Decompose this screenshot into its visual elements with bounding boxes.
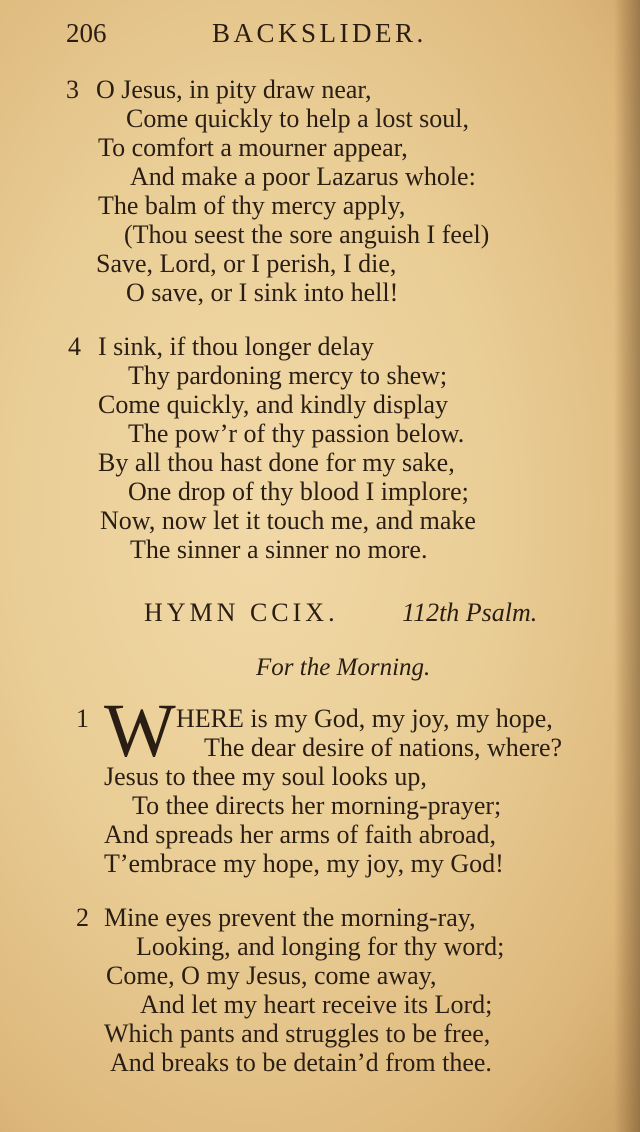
verse-line: Mine eyes prevent the morning-ray, [104,903,476,932]
verse-line: Now, now let it touch me, and make [100,506,476,535]
page-number: 206 [66,18,107,48]
hymn-title: HYMN CCIX. [144,598,339,627]
verse-line: The dear desire of nations, where? [204,733,563,762]
verse-line: The sinner a sinner no more. [130,535,428,564]
verse-line: O save, or I sink into hell! [126,278,399,307]
stanza-number: 4 [68,332,81,361]
verse-line: Looking, and longing for thy word; [136,932,505,961]
verse-line: Thy pardoning mercy to shew; [128,361,448,390]
verse-line: O Jesus, in pity draw near, [96,75,372,104]
verse-line: I sink, if thou longer delay [98,332,374,361]
verse-line: And make a poor Lazarus whole: [130,162,476,191]
verse-line: Which pants and struggles to be free, [104,1019,491,1048]
verse-line: Jesus to thee my soul looks up, [104,762,427,791]
stanza-number: 2 [76,903,89,932]
verse-line: Save, Lord, or I perish, I die, [96,249,397,278]
verse-line: To comfort a mourner appear, [98,133,408,162]
verse-line: Come quickly, and kindly display [98,390,448,419]
verse-line: The balm of thy mercy apply, [98,191,406,220]
verse-line: And spreads her arms of faith abroad, [104,820,497,849]
verse-line: The pow’r of thy passion below. [128,419,465,448]
hymn-meter: 112th Psalm. [402,598,538,627]
verse-line: And let my heart receive its Lord; [140,990,493,1019]
verse-line: Come, O my Jesus, come away, [106,961,437,990]
stanza-number: 1 [76,704,89,733]
stanza-number: 3 [66,75,79,104]
verse-line: And breaks to be detain’d from thee. [110,1048,492,1077]
hymn-occasion: For the Morning. [256,654,431,681]
verse-line: HERE is my God, my joy, my hope, [176,704,553,733]
page-header [0,12,620,56]
verse-line: By all thou hast done for my sake, [98,448,455,477]
verse-line: Come quickly to help a lost soul, [126,104,470,133]
verse-line: One drop of thy blood I implore; [128,477,469,506]
verse-line: To thee directs her morning-prayer; [132,791,502,820]
verse-line: (Thou seest the sore anguish I feel) [124,220,490,249]
drop-cap: W [104,689,176,773]
running-head: BACKSLIDER. [212,18,427,48]
verse-line: T’embrace my hope, my joy, my God! [104,849,504,878]
